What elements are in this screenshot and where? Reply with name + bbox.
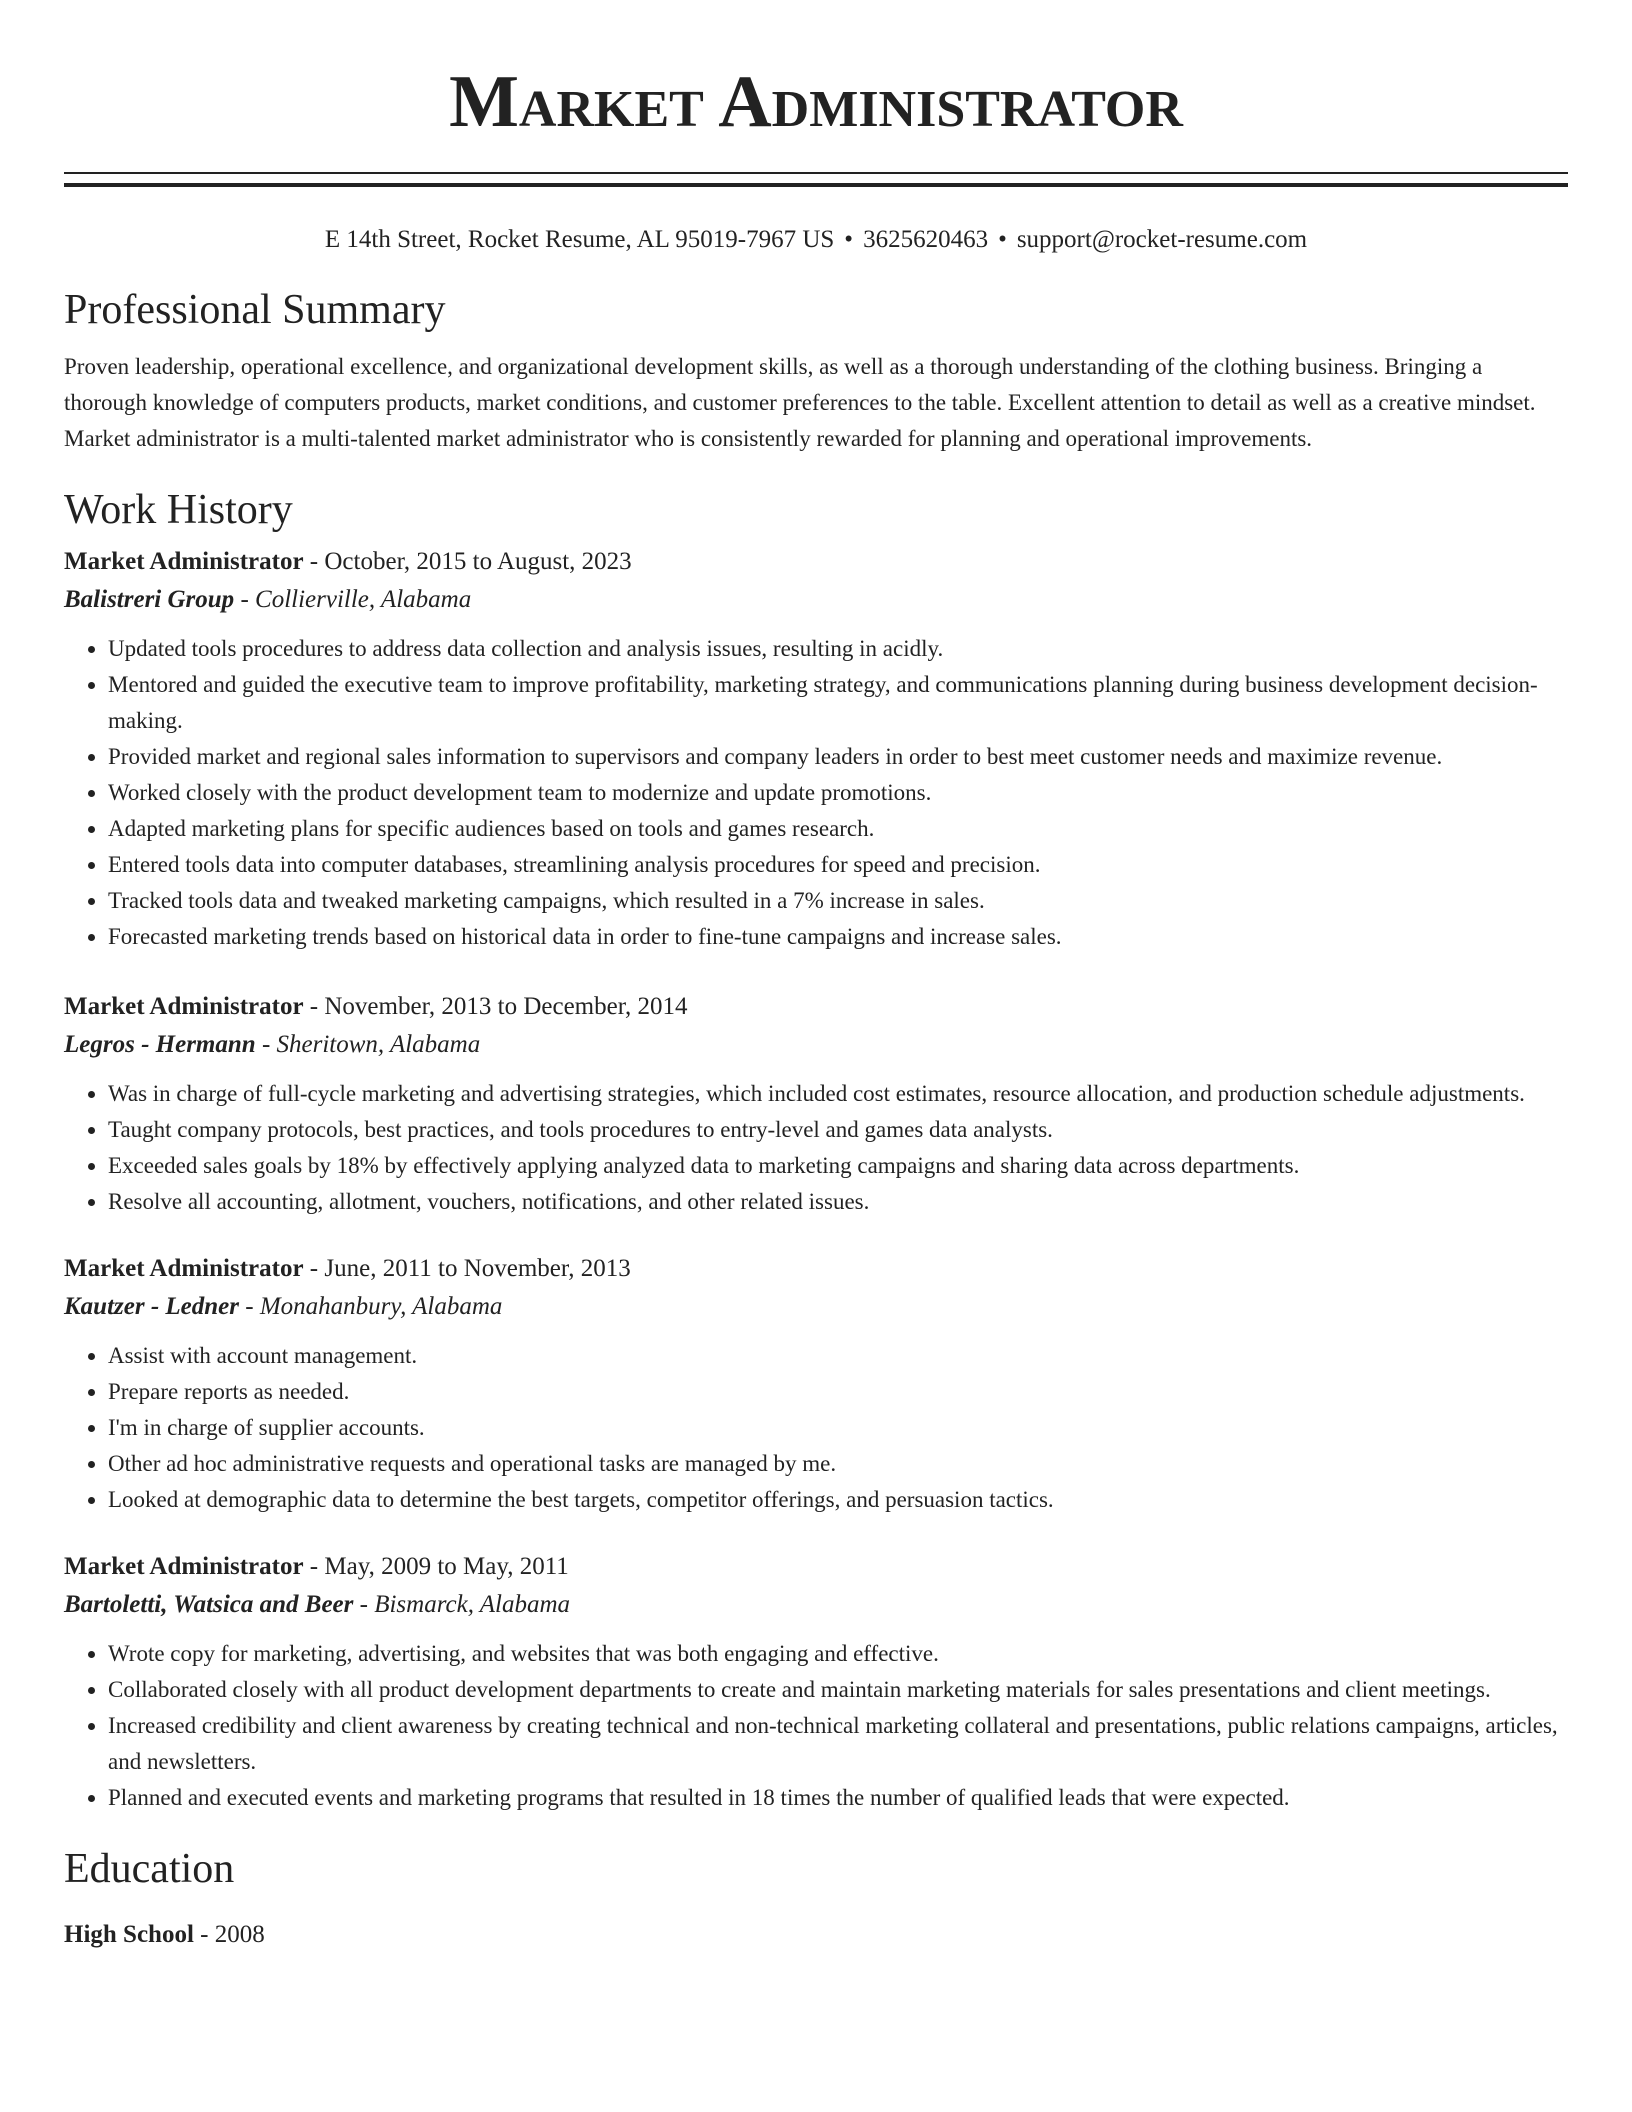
job-entry <box>64 1548 1568 1816</box>
job-header <box>64 1250 1568 1288</box>
job-bullet: • Mentored and guided the executive team to improve profitability, marketing strategy, and communications planning during business development decision-making. <box>108 667 1568 739</box>
contact-email: support@rocket-resume.com <box>1016 226 1308 253</box>
job-entry <box>64 988 1568 1220</box>
contact-separator: • <box>844 226 854 253</box>
job-bullet: • Wrote copy for marketing, advertising, and websites that was both engaging and effective. <box>108 1636 1568 1672</box>
resume-page <box>64 0 1568 1954</box>
job-title: Market Administrator <box>64 1553 304 1580</box>
job-employer <box>64 1026 1568 1064</box>
company-location: - Monahanbury, Alabama <box>239 1293 503 1320</box>
job-bullet: • Forecasted marketing trends based on historical data in order to fine-tune campaigns and increase sales. <box>108 919 1568 955</box>
job-entry <box>64 543 1568 955</box>
job-bullet: • Looked at demographic data to determine the best targets, competitor offerings, and persuasion tactics. <box>108 1482 1568 1518</box>
job-bullets <box>64 1338 1568 1518</box>
job-bullets <box>64 1076 1568 1220</box>
company-name: Kautzer - Ledner <box>64 1293 239 1320</box>
job-bullet: • Taught company protocols, best practices, and tools procedures to entry-level and games data analysts. <box>108 1112 1568 1148</box>
job-bullet: • Collaborated closely with all product development departments to create and maintain marketing materials for sales presentations and client meetings. <box>108 1672 1568 1708</box>
company-location: - Sheritown, Alabama <box>255 1031 481 1058</box>
job-bullet: • Tracked tools data and tweaked marketing campaigns, which resulted in a 7% increase in sales. <box>108 883 1568 919</box>
job-bullet: • Updated tools procedures to address data collection and analysis issues, resulting in acidly. <box>108 631 1568 667</box>
company-location: - Bismarck, Alabama <box>353 1591 571 1618</box>
job-bullets <box>64 1636 1568 1816</box>
job-bullet: • Prepare reports as needed. <box>108 1374 1568 1410</box>
job-dates: - June, 2011 to November, 2013 <box>303 1255 631 1282</box>
contact-separator: • <box>998 226 1007 253</box>
job-header <box>64 543 1568 581</box>
job-bullet: • Was in charge of full-cycle marketing and advertising strategies, which included cost estimates, resource allocation, and production schedule adjustments. <box>108 1076 1568 1112</box>
title-divider <box>64 172 1568 187</box>
company-name: Balistreri Group <box>64 586 235 613</box>
job-header <box>64 1548 1568 1586</box>
job-bullet: • Assist with account management. <box>108 1338 1568 1374</box>
job-title: Market Administrator <box>64 1255 304 1282</box>
job-bullet: • Increased credibility and client awareness by creating technical and non-technical marketing collateral and presentations, public relations campaigns, articles, and newsletters. <box>108 1708 1568 1780</box>
job-title: Market Administrator <box>64 548 304 575</box>
contact-address: E 14th Street, Rocket Resume, AL 95019-7967 US <box>324 226 835 253</box>
job-bullet: • Resolve all accounting, allotment, vouchers, notifications, and other related issues. <box>108 1184 1568 1220</box>
job-dates: - May, 2009 to May, 2011 <box>303 1553 569 1580</box>
education-year: - 2008 <box>193 1921 265 1948</box>
resume-title: Market Administrator <box>449 61 1183 143</box>
work-history-heading: Work History <box>64 487 293 533</box>
job-employer <box>64 581 1568 619</box>
job-entry <box>64 1250 1568 1518</box>
job-title: Market Administrator <box>64 993 304 1020</box>
job-bullets <box>64 631 1568 955</box>
contact-phone: 3625620463 <box>863 226 989 253</box>
job-bullet: • Planned and executed events and marketing programs that resulted in 18 times the number of qualified leads that were expected. <box>108 1780 1568 1816</box>
education-heading: Education <box>64 1846 235 1892</box>
job-employer <box>64 1288 1568 1326</box>
job-employer <box>64 1586 1568 1624</box>
company-name: Legros - Hermann <box>64 1031 256 1058</box>
company-location: - Collierville, Alabama <box>234 586 472 613</box>
job-bullet: • I'm in charge of supplier accounts. <box>108 1410 1568 1446</box>
job-bullet: • Exceeded sales goals by 18% by effectively applying analyzed data to marketing campaigns and sharing data across departments. <box>108 1148 1568 1184</box>
job-header <box>64 988 1568 1026</box>
job-bullet: • Worked closely with the product development team to modernize and update promotions. <box>108 775 1568 811</box>
company-name: Bartoletti, Watsica and Beer <box>64 1591 354 1618</box>
education-entry <box>64 1916 1568 1954</box>
job-bullet: • Provided market and regional sales information to supervisors and company leaders in order to best meet customer needs and maximize revenue. <box>108 739 1568 775</box>
job-dates: - November, 2013 to December, 2014 <box>303 993 688 1020</box>
job-bullet: • Adapted marketing plans for specific audiences based on tools and games research. <box>108 811 1568 847</box>
job-dates: - October, 2015 to August, 2023 <box>303 548 632 575</box>
summary-heading: Professional Summary <box>64 287 446 333</box>
job-bullet: • Entered tools data into computer databases, streamlining analysis procedures for speed and precision. <box>108 847 1568 883</box>
education-degree: High School <box>64 1921 194 1948</box>
job-bullet: • Other ad hoc administrative requests and operational tasks are managed by me. <box>108 1446 1568 1482</box>
contact-line <box>64 225 1568 255</box>
summary-text: Proven leadership, operational excellence, and organizational development skills, as well as a thorough understanding of the clothing business. Bringing a thorough knowledge of computers products, market conditions, and customer preferences to the table. Excellent attention to detail as well as a creative mindset. Market administrator is a multi-talented market administrator who is consistently rewarded for planning and operational improvements. <box>64 354 1536 451</box>
